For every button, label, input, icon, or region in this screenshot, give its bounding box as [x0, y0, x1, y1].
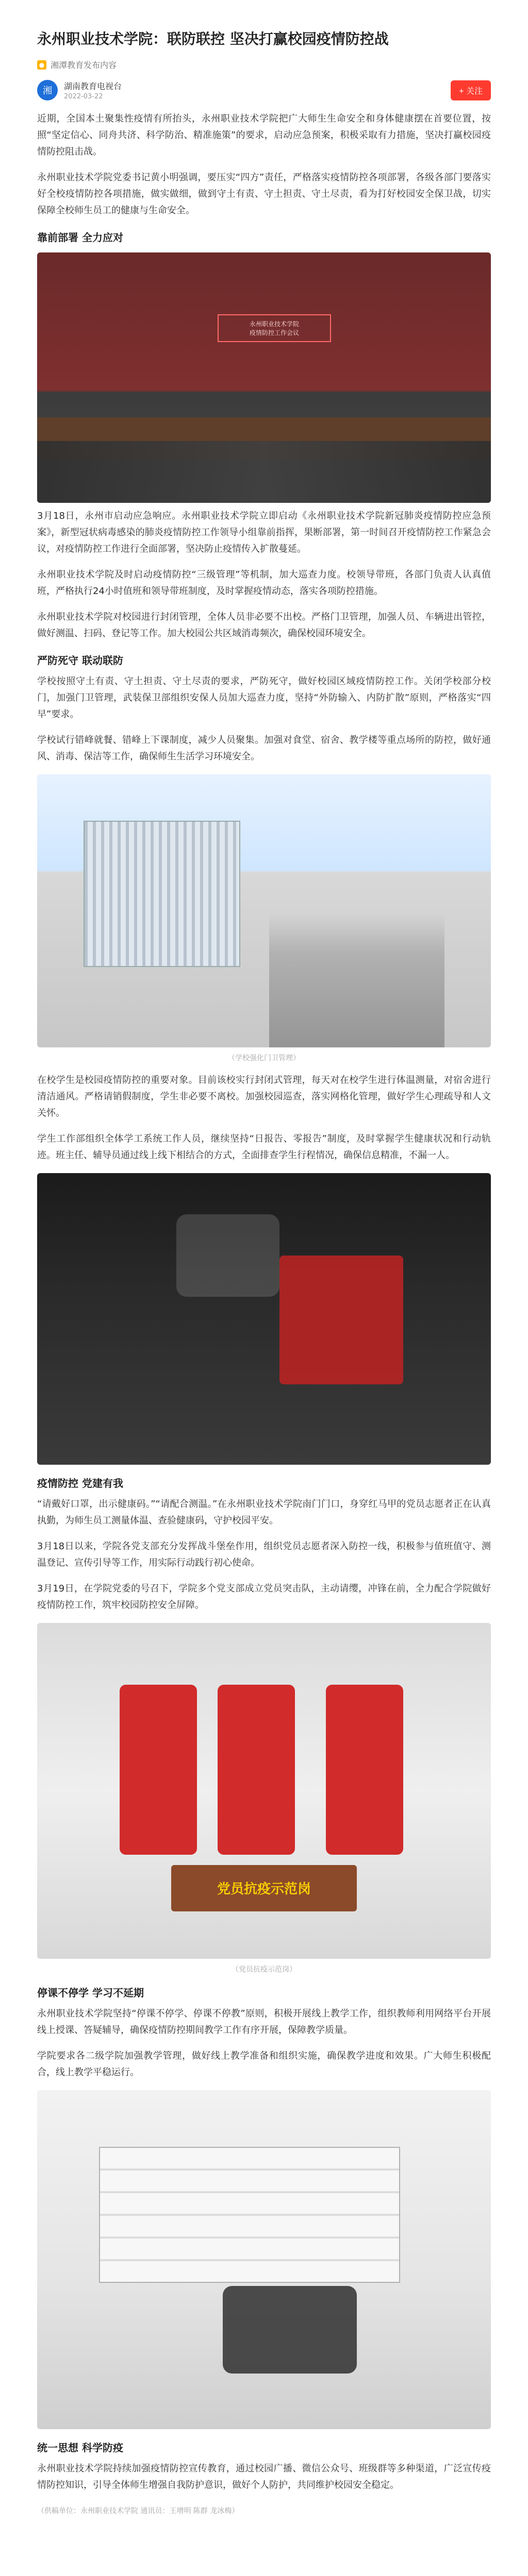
follow-button[interactable]: + 关注 [451, 80, 491, 100]
paragraph-8: 在校学生是校园疫情防控的重要对象。目前该校实行封闭式管理，每天对在校学生进行体温测量，对宿舍进行清洁通风。严格请销假制度，学生非必要不离校。加强校园巡查，落实网格化管理，做好学生心理疏导和人文关怀。 [37, 1075, 491, 1118]
volunteer-1 [120, 1685, 197, 1855]
author-name[interactable]: 湖南教育电视台 [64, 81, 122, 91]
paragraph-2: 永州职业技术学院党委书记黄小明强调，要压实“四方”责任，严格落实疫情防控各项部署，各级各部门要落实好全校疫情防控各项措施，做实做细，做到守土有责、守土担责、守土尽责，看为打好校园安全保卫战，切实保障全校师生员工的健康与生命安全。 [37, 172, 491, 216]
source-row [37, 59, 491, 71]
paragraph-16: （供稿单位：永州职业技术学院 通讯员：王增明 陈群 龙冰梅） [37, 2507, 239, 2515]
night-light [176, 1214, 279, 1297]
dorm-photo [37, 2090, 491, 2429]
section-title-5: 统一思想 科学防疫 [37, 2442, 123, 2454]
volunteer-2 [218, 1685, 295, 1855]
volunteer-3 [326, 1685, 403, 1855]
paragraph-1: 近期，全国本土聚集性疫情有所抬头，永州职业技术学院把广大师生生命安全和身体健康摆在首要位置，按照“坚定信心、同舟共济、科学防治、精准施策”的要求，启动应急预案，积极采取有力措施，坚决打赢校园疫情防控阻击战。 [37, 113, 491, 157]
party-post-photo [37, 1623, 491, 1959]
caption-1: （学校强化门卫管理） [228, 1054, 300, 1062]
author-info [37, 80, 122, 100]
meeting-photo [37, 252, 491, 503]
party-post-label: 党员抗疫示范岗 [217, 1882, 311, 1897]
gate-people [269, 913, 444, 1047]
night-photo [37, 1173, 491, 1465]
paragraph-4: 永州职业技术学院及时启动疫情防控“三级管理”等机制，加大巡查力度。校领导带班，各部门负责人认真值班，严格执行24小时值班和领导带班制度，及时掌握疫情动态，落实各项防控措施。 [37, 569, 491, 597]
author-avatar[interactable]: 湘 [37, 80, 58, 100]
paragraph-6: 学校按照守土有责、守土担责、守土尽责的要求，严防死守，做好校园区域疫情防控工作。关闭学校部分校门，加强门卫管理，武装保卫部组织安保人员加大巡查力度，坚持“外防输入、内防扩散”原则，严格落实“四早”要求。 [37, 676, 491, 720]
paragraph-5: 永州职业技术学院对校园进行封闭管理，全体人员非必要不出校。严格门卫管理，加强人员、车辆进出管控，做好测温、扫码、登记等工作。加大校园公共区域消毒频次，确保校园环境安全。 [37, 612, 491, 639]
source-label: 湘潭教育发布内容 [51, 60, 117, 70]
paragraph-3: 3月18日，永州市启动应急响应。永州职业技术学院立即启动《永州职业技术学院新冠肺炎疫情防控应急预案》，新型冠状病毒感染的肺炎疫情防控工作领导小组靠前指挥，果断部署，第一时间召开疫情防控工作紧急会议，对疫情防控工作进行全面部署，坚决防止疫情传入扩散蔓延。 [37, 511, 491, 554]
paragraph-12: 3月19日，在学院党委的号召下，学院多个党支部成立党员突击队，主动请缨，冲锋在前，全力配合学院做好疫情防控工作，筑牢校园防控安全屏障。 [37, 1583, 491, 1611]
gate-photo [37, 774, 491, 1047]
source-icon: ● [37, 60, 46, 70]
author-text [64, 80, 122, 100]
school-gate [84, 821, 240, 967]
author-meta: 2022-03-22 [64, 93, 103, 100]
paragraph-13: 永州职业技术学院坚持“停课不停学、停课不停教”原则，积极开展线上教学工作，组织教师利用网络平台开展线上授课、答疑辅导，确保疫情防控期间教学工作有序开展，保障教学质量。 [37, 2008, 491, 2036]
caption-2: （党员抗疫示范岗） [232, 1965, 296, 1974]
meeting-banner: 永州职业技术学院 疫情防控工作会议 [218, 314, 331, 342]
meeting-people [37, 441, 491, 503]
section-title-4: 停课不停学 学习不延期 [37, 1987, 144, 1999]
night-volunteer [279, 1256, 403, 1384]
article-title: 永州职业技术学院：联防联控 坚决打赢校园疫情防控战 [37, 30, 389, 47]
section-title-1: 靠前部署 全力应对 [37, 231, 123, 244]
paragraph-9: 学生工作部组织全体学工系统工作人员，继续坚持“日报告、零报告”制度，及时掌握学生健康状况和行动轨迹。班主任、辅导员通过线上线下相结合的方式，全面排查学生行程情况，确保信息精准，不漏一人。 [37, 1133, 491, 1161]
section-title-2: 严防死守 联动联防 [37, 654, 123, 667]
dorm-student [223, 2286, 357, 2374]
paragraph-11: 3月18日以来，学院各党支部充分发挥战斗堡垒作用，组织党员志愿者深入防控一线，积极参与值班值守、测温登记、宣传引导等工作，用实际行动践行初心使命。 [37, 1541, 491, 1568]
author-row [37, 80, 491, 100]
paragraph-10: “请戴好口罩，出示健康码。”“请配合测温。”在永州职业技术学院南门门口，身穿红马甲的党员志愿者正在认真执勤，为师生员工测量体温、查验健康码，守护校园平安。 [37, 1499, 491, 1526]
paragraph-15: 永州职业技术学院持续加强疫情防控宣传教育，通过校园广播、微信公众号、班级群等多种渠道，广泛宣传疫情防控知识，引导全体师生增强自我防护意识，做好个人防护，共同维护校园安全稳定。 [37, 2463, 491, 2490]
dorm-shelf [99, 2147, 400, 2283]
paragraph-14: 学院要求各二级学院加强教学管理，做好线上教学准备和组织实施，确保教学进度和效果。广大师生积极配合，线上教学平稳运行。 [37, 2050, 491, 2078]
paragraph-7: 学校试行错峰就餐、错峰上下课制度，减少人员聚集。加强对食堂、宿舍、教学楼等重点场所的防控，做好通风、消毒、保洁等工作，确保师生生活学习环境安全。 [37, 735, 491, 762]
section-title-3: 疫情防控 党建有我 [37, 1477, 123, 1489]
party-post-desk [171, 1865, 357, 1911]
